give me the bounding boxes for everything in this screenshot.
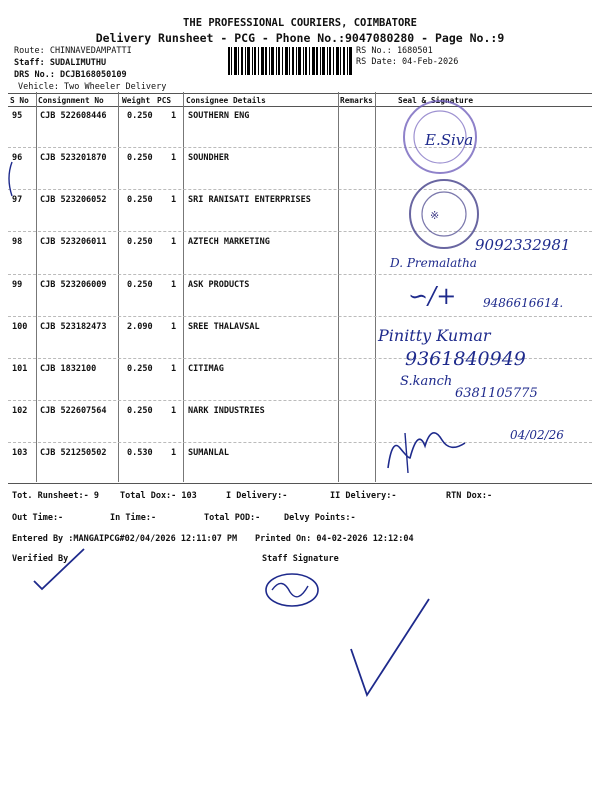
row-sno: 102 xyxy=(12,406,28,416)
row-pcs: 1 xyxy=(171,280,177,290)
column-header-sno: S No xyxy=(10,96,29,105)
table-top-rule xyxy=(8,93,592,94)
column-header-seal-signature: Seal & Signature xyxy=(398,96,474,105)
row-consignment-no: CJB 1832100 xyxy=(40,364,97,374)
row-consignee: SREE THALAVSAL xyxy=(188,322,260,332)
row-consignment-no: CJB 523201870 xyxy=(40,153,107,163)
svg-text:※: ※ xyxy=(430,209,440,222)
row-pcs: 1 xyxy=(171,111,177,121)
large-check-mark xyxy=(345,595,435,705)
ii-delivery: II Delivery:- xyxy=(330,491,397,501)
row-divider xyxy=(8,442,592,443)
rs-date: RS Date: 04-Feb-2026 xyxy=(356,57,459,67)
row-sno: 97 xyxy=(12,195,23,205)
row-divider xyxy=(8,189,592,190)
total-pod: Total POD:- xyxy=(204,513,261,523)
row-weight: 0.530 xyxy=(127,448,153,458)
vehicle-label: Vehicle: Two Wheeler Delivery xyxy=(18,82,167,92)
row-weight: 0.250 xyxy=(127,406,153,416)
row-consignment-no: CJB 521250502 xyxy=(40,448,107,458)
runsheet-subtitle: Delivery Runsheet - PCG - Phone No.:9047080280 - Page No.:9 xyxy=(95,31,505,45)
row-pcs: 1 xyxy=(171,364,177,374)
row-consignment-no: CJB 523206011 xyxy=(40,237,107,247)
row-weight: 0.250 xyxy=(127,364,153,374)
handwritten-name: Pinitty Kumar xyxy=(378,326,491,345)
row-weight: 0.250 xyxy=(127,237,153,247)
col-divider xyxy=(118,92,119,482)
row-divider xyxy=(8,147,592,148)
row-divider xyxy=(8,274,592,275)
row-sno: 100 xyxy=(12,322,28,332)
handwritten-phone: 9092332981 xyxy=(475,236,571,254)
row-pcs: 1 xyxy=(171,153,177,163)
row-pcs: 1 xyxy=(171,237,177,247)
row-pcs: 1 xyxy=(171,322,177,332)
stamp-signature-text: E.Siva xyxy=(425,131,474,149)
table-header-rule xyxy=(8,106,592,107)
row-consignee: NARK INDUSTRIES xyxy=(188,406,265,416)
printed-on: Printed On: 04-02-2026 12:12:04 xyxy=(255,534,414,544)
route-label: Route: CHINNAVEDAMPATTI xyxy=(14,46,132,56)
row-consignment-no: CJB 523206052 xyxy=(40,195,107,205)
row-weight: 0.250 xyxy=(127,111,153,121)
verification-check-mark xyxy=(30,545,90,595)
row-consignee: SRI RANISATI ENTERPRISES xyxy=(188,195,311,205)
row-sno: 99 xyxy=(12,280,23,290)
row-consignee: SUMANLAL xyxy=(188,448,229,458)
drs-number: DRS No.: DCJB168050109 xyxy=(14,70,127,80)
row-consignee: AZTECH MARKETING xyxy=(188,237,270,247)
tot-runsheet: Tot. Runsheet:- 9 xyxy=(12,491,99,501)
row-divider xyxy=(8,316,592,317)
col-divider xyxy=(183,92,184,482)
row-weight: 2.090 xyxy=(127,322,153,332)
row-sno: 103 xyxy=(12,448,28,458)
handwritten-date: 04/02/26 xyxy=(510,428,564,442)
rs-number: RS No.: 1680501 xyxy=(356,46,433,56)
row-consignment-no: CJB 522607564 xyxy=(40,406,107,416)
row-pcs: 1 xyxy=(171,406,177,416)
row-weight: 0.250 xyxy=(127,280,153,290)
col-divider xyxy=(375,92,376,482)
handwritten-phone: 9361840949 xyxy=(405,348,526,370)
staff-label: Staff: SUDALIMUTHU xyxy=(14,58,107,68)
handwritten-name: D. Premalatha xyxy=(390,256,477,270)
handwritten-name: S.kanch xyxy=(400,374,453,389)
row-consignee: ASK PRODUCTS xyxy=(188,280,250,290)
column-header-consignment: Consignment No xyxy=(38,96,104,105)
column-header-remarks: Remarks xyxy=(340,96,373,105)
row-weight: 0.250 xyxy=(127,153,153,163)
row-consignee: SOUNDHER xyxy=(188,153,229,163)
row-sno: 101 xyxy=(12,364,28,374)
delvy-points: Delvy Points:- xyxy=(284,513,356,523)
pen-mark xyxy=(0,160,20,200)
handwritten-phone: 9486616614. xyxy=(483,296,564,310)
row-pcs: 1 xyxy=(171,195,177,205)
handwritten-signature: ∽/+ xyxy=(408,282,457,310)
column-header-consignee: Consignee Details xyxy=(186,96,266,105)
column-header-pcs: PCS xyxy=(157,96,172,105)
out-time: Out Time:- xyxy=(12,513,64,523)
in-time: In Time:- xyxy=(110,513,157,523)
row-divider xyxy=(8,231,592,232)
col-divider xyxy=(338,92,339,482)
handwritten-signature xyxy=(380,418,480,478)
row-consignment-no: CJB 523206009 xyxy=(40,280,107,290)
row-consignment-no: CJB 522608446 xyxy=(40,111,107,121)
table-bottom-rule xyxy=(8,483,592,484)
verified-by-label: Verified By xyxy=(12,554,69,564)
i-delivery: I Delivery:- xyxy=(226,491,288,501)
company-seal-stamp xyxy=(400,170,485,255)
row-consignment-no: CJB 523182473 xyxy=(40,322,107,332)
column-header-weight: Weight xyxy=(122,96,151,105)
row-sno: 95 xyxy=(12,111,23,121)
handwritten-phone: 6381105775 xyxy=(455,386,538,401)
barcode-image xyxy=(228,47,352,75)
row-consignee: CITIMAG xyxy=(188,364,224,374)
rtn-dox: RTN Dox:- xyxy=(446,491,493,501)
entered-by: Entered By :MANGAIPCG#02/04/2026 12:11:07 PM xyxy=(12,534,238,544)
row-pcs: 1 xyxy=(171,448,177,458)
round-seal-stamp xyxy=(395,95,490,175)
row-consignee: SOUTHERN ENG xyxy=(188,111,250,121)
row-sno: 98 xyxy=(12,237,23,247)
row-sno: 96 xyxy=(12,153,23,163)
staff-signature-label: Staff Signature xyxy=(262,554,339,564)
total-dox: Total Dox:- 103 xyxy=(120,491,197,501)
company-title: THE PROFESSIONAL COURIERS, COIMBATORE xyxy=(183,17,417,29)
staff-signature-mark xyxy=(258,568,328,613)
col-divider xyxy=(36,92,37,482)
row-weight: 0.250 xyxy=(127,195,153,205)
